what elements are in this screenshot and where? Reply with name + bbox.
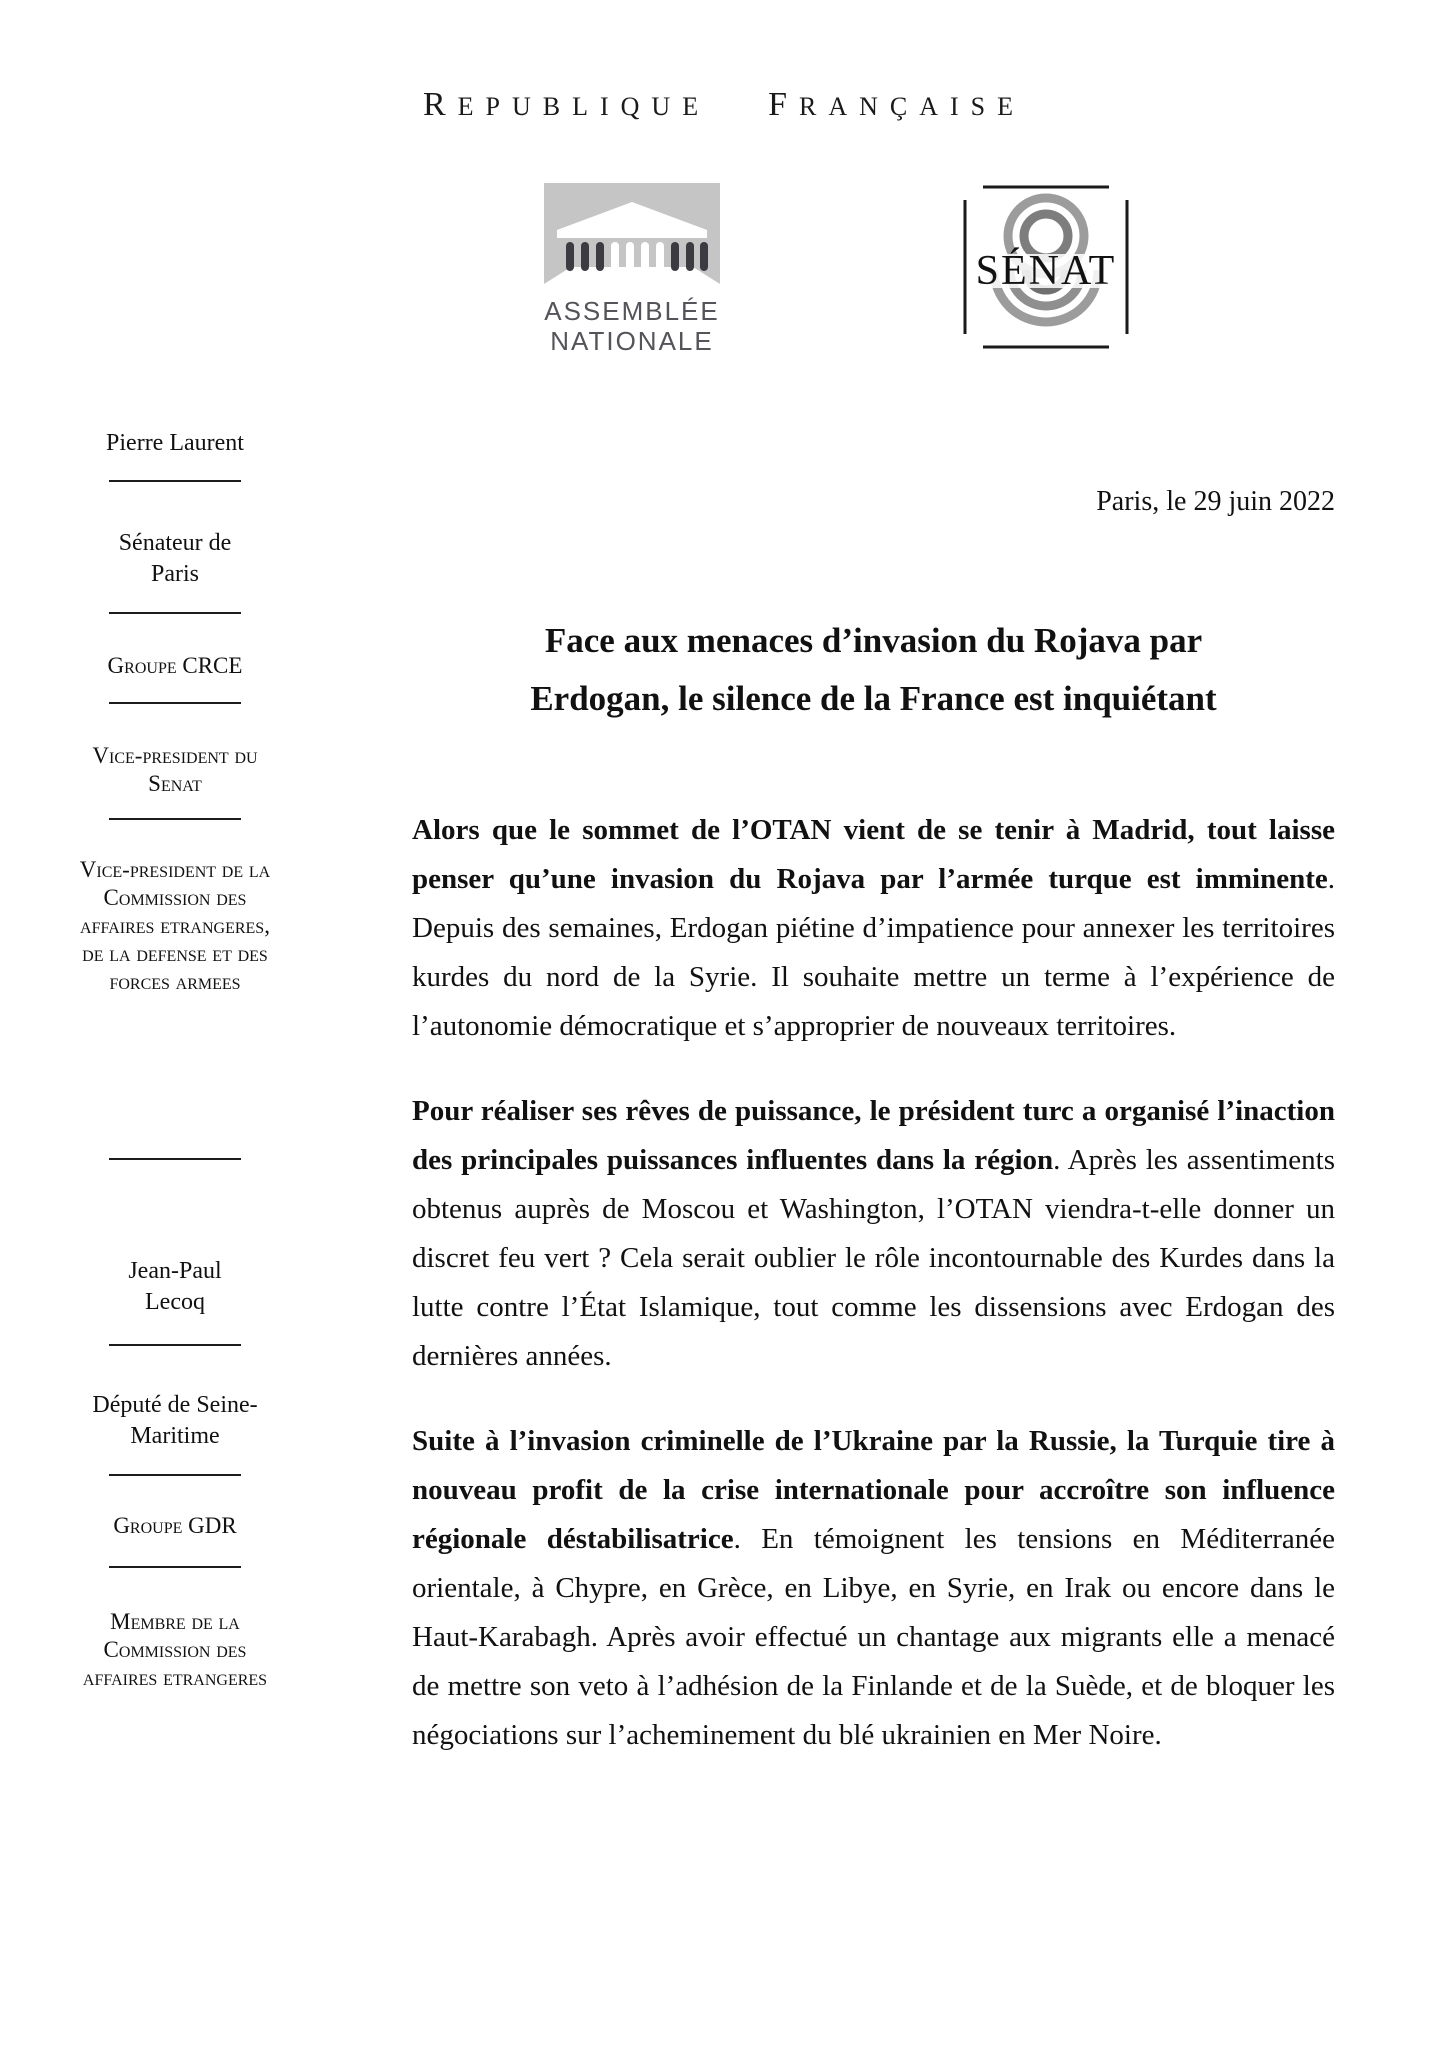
- sidebar: [55, 0, 295, 2048]
- senat-label: SÉNAT: [975, 248, 1117, 294]
- paragraph-1-rest: . Depuis des semaines, Erdogan piétine d’impatience pour annexer les territoires kurdes du nord de la Syrie. Il souhaite mettre un terme à l’expérience de l’autonomie démocratique et s’approprier de nouveaux territoires.: [412, 863, 1335, 1042]
- sidebar-item-senateur-de-paris: Sénateur de Paris: [118, 530, 232, 587]
- sidebar-item-vice-president-senat: Vice-president du Senat: [92, 743, 258, 796]
- francaise-initial: F: [768, 86, 800, 123]
- paragraph-2-bold: Pour réaliser ses rêves de puissance, le président turc a organisé l’inaction des principales puissances influentes dans la région: [412, 1095, 1335, 1176]
- francaise-rest: RANÇAISE: [799, 92, 1026, 121]
- paragraph-1-bold: Alors que le sommet de l’OTAN vient de se tenir à Madrid, tout laisse penser qu’une invasion du Rojava par l’armée turque est imminente: [412, 814, 1335, 895]
- sidebar-item-groupe-crce: Groupe CRCE: [107, 653, 243, 678]
- senat-logo: [960, 178, 1132, 363]
- divider: [109, 702, 241, 704]
- divider: [109, 480, 241, 482]
- paragraph-3-rest: . En témoignent les tensions en Méditerranée orientale, à Chypre, en Grèce, en Libye, en Syrie, en Irak ou encore dans le Haut-Karabagh. Après avoir effectué un chantage aux migrants elle a menacé de mettre son veto à l’adhésion de la Finlande et de la Suède, et de bloquer les négociations sur l’acheminement du blé ukrainien en Mer Noire.: [412, 1523, 1335, 1751]
- sidebar-item-jean-paul-lecoq: Jean-Paul Lecoq: [128, 1258, 222, 1315]
- letter-date: Paris, le 29 juin 2022: [1096, 486, 1335, 517]
- sidebar-item-groupe-gdr: Groupe GDR: [113, 1513, 237, 1538]
- assemblee-nationale-label: [542, 296, 722, 356]
- divider: [109, 1566, 241, 1568]
- republique-initial: R: [422, 86, 458, 123]
- letter-title-line1: Face aux menaces d’invasion du Rojava par: [544, 621, 1203, 660]
- divider: [109, 612, 241, 614]
- letter-title-line2: Erdogan, le silence de la France est inquiétant: [530, 679, 1217, 718]
- sidebar-item-membre-commission: Membre de la Commission des affaires etrangeres: [82, 1609, 268, 1690]
- divider: [109, 1344, 241, 1346]
- letter-title: [392, 612, 1355, 728]
- paragraph-3-bold: Suite à l’invasion criminelle de l’Ukraine par la Russie, la Turquie tire à nouveau profit de la crise internationale pour accroître son influence régionale déstabilisatrice: [412, 1425, 1335, 1555]
- assemblee-nationale-logo: [542, 183, 722, 356]
- divider: [109, 1158, 241, 1160]
- letter-paragraph-2: [412, 1087, 1335, 1381]
- sidebar-item-vice-president-commission: Vice-president de la Commission des affaires etrangeres, de la defense et des forces armees: [79, 857, 271, 994]
- letter-body: [412, 806, 1335, 1796]
- divider: [109, 1474, 241, 1476]
- republique-rest: EPUBLIQUE: [457, 92, 711, 121]
- letter-paragraph-1: [412, 806, 1335, 1051]
- letter-paragraph-3: [412, 1417, 1335, 1760]
- senat-spiral-s-icon: [960, 248, 1132, 362]
- sidebar-item-pierre-laurent: Pierre Laurent: [106, 430, 244, 456]
- paragraph-2-rest: . Après les assentiments obtenus auprès de Moscou et Washington, l’OTAN viendra-t-elle donner un discret feu vert ? Cela serait oublier le rôle incontournable des Kurdes dans la lutte contre l’État Islamique, tout comme les dissensions avec Erdogan des dernières années.: [412, 1144, 1335, 1372]
- assemblee-nationale-pediment-columns-icon: [544, 272, 720, 289]
- divider: [109, 818, 241, 820]
- assemblee-nationale-label-line1: ASSEMBLÉE: [544, 296, 720, 326]
- assemblee-nationale-label-line2: NATIONALE: [550, 326, 714, 356]
- sidebar-item-depute-seine-maritime: Député de Seine-Maritime: [92, 1392, 258, 1449]
